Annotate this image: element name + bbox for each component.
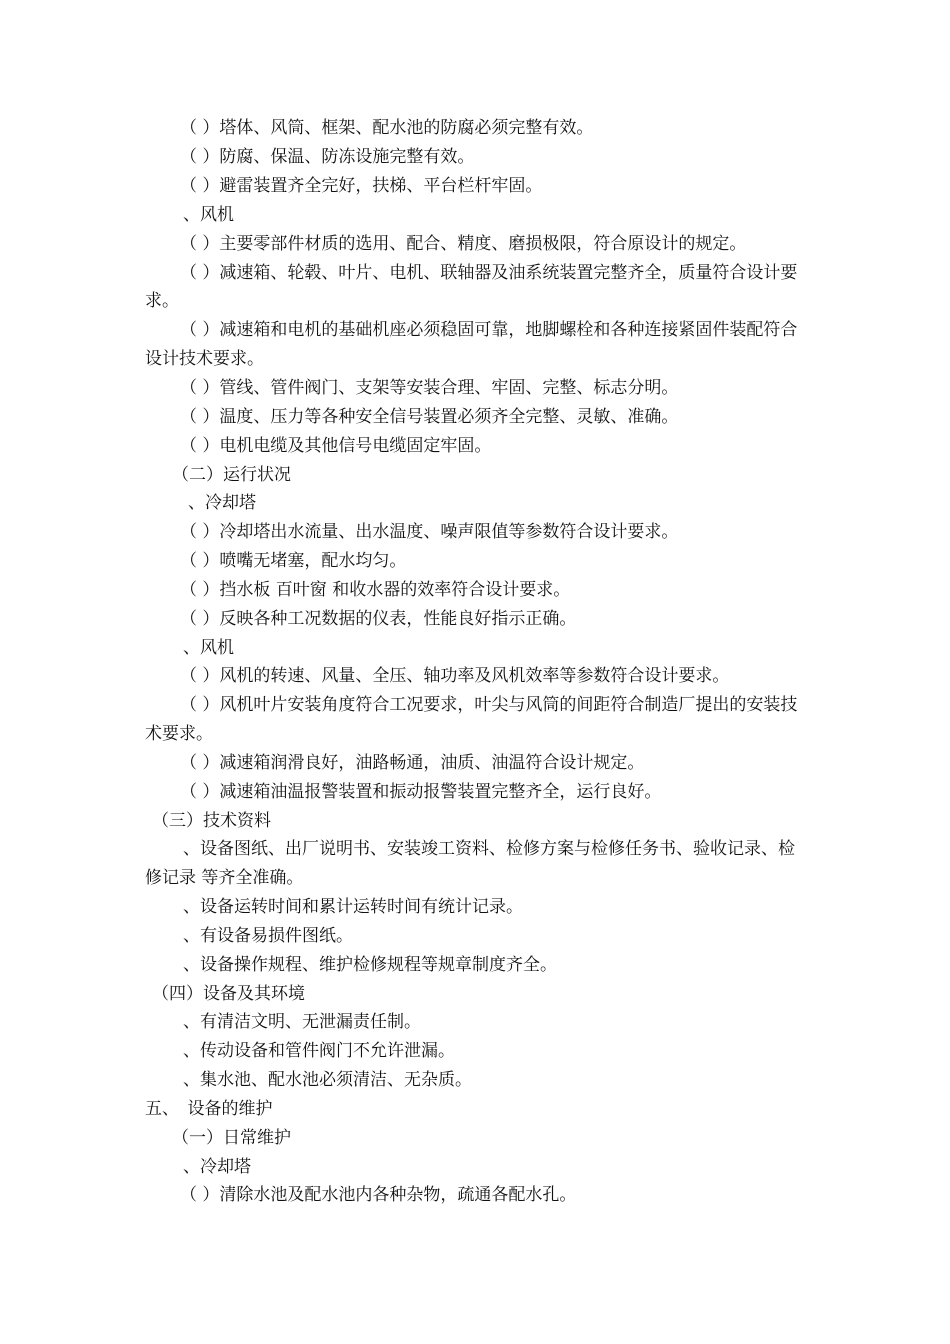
text-line: （ ）风机叶片安装角度符合工况要求，叶尖与风筒的间距符合制造厂提出的安装技 [180, 695, 798, 715]
text-line: （ ）反映各种工况数据的仪表，性能良好指示正确。 [180, 609, 577, 629]
text-line: （ ）风机的转速、风量、全压、轴功率及风机效率等参数符合设计要求。 [180, 666, 730, 686]
subsection-heading: 、冷却塔 [188, 493, 256, 513]
text-line: （ ）温度、压力等各种安全信号装置必须齐全完整、灵敏、准确。 [180, 407, 679, 427]
text-line: （ ）减速箱油温报警装置和振动报警装置完整齐全，运行良好。 [180, 782, 662, 802]
text-line: （ ）减速箱、轮毂、叶片、电机、联轴器及油系统装置完整齐全，质量符合设计要 [180, 263, 798, 283]
text-line: 、设备运转时间和累计运转时间有统计记录。 [183, 897, 523, 917]
text-line: （ ）避雷装置齐全完好，扶梯、平台栏杆牢固。 [180, 176, 543, 196]
subsection-heading: 、风机 [183, 638, 234, 658]
subsection-heading: 、风机 [183, 205, 234, 225]
text-line: （ ）管线、管件阀门、支架等安装合理、牢固、完整、标志分明。 [180, 378, 679, 398]
text-line: （ ）防腐、保温、防冻设施完整有效。 [180, 147, 475, 167]
section-heading: （四）设备及其环境 [152, 984, 305, 1004]
section-heading: （三）技术资料 [152, 811, 271, 831]
text-line: （ ）电机电缆及其他信号电缆固定牢固。 [180, 436, 492, 456]
text-line: 、有清洁文明、无泄漏责任制。 [183, 1012, 421, 1032]
text-line: 修记录 等齐全准确。 [145, 868, 304, 888]
text-line: 、有设备易损件图纸。 [183, 926, 353, 946]
text-line: （ ）喷嘴无堵塞，配水均匀。 [180, 551, 407, 571]
text-line: （ ）清除水池及配水池内各种杂物，疏通各配水孔。 [180, 1185, 577, 1205]
text-line: 、设备操作规程、维护检修规程等规章制度齐全。 [183, 955, 557, 975]
text-line: （ ）减速箱润滑良好，油路畅通，油质、油温符合设计规定。 [180, 753, 645, 773]
section-heading: （二）运行状况 [172, 465, 291, 485]
text-line: 、设备图纸、出厂说明书、安装竣工资料、检修方案与检修任务书、验收记录、检 [183, 839, 795, 859]
text-line: （ ）冷却塔出水流量、出水温度、噪声限值等参数符合设计要求。 [180, 522, 679, 542]
text-line: 求。 [145, 291, 179, 311]
text-line: （ ）挡水板 百叶窗 和收水器的效率符合设计要求。 [180, 580, 571, 600]
text-line: （ ）主要零部件材质的选用、配合、精度、磨损极限，符合原设计的规定。 [180, 234, 747, 254]
section-heading: （一）日常维护 [172, 1128, 291, 1148]
chapter-heading: 五、 设备的维护 [145, 1099, 273, 1119]
subsection-heading: 、冷却塔 [183, 1157, 251, 1177]
text-line: 、传动设备和管件阀门不允许泄漏。 [183, 1041, 455, 1061]
text-line: 设计技术要求。 [145, 349, 264, 369]
text-line: 、集水池、配水池必须清洁、无杂质。 [183, 1070, 472, 1090]
text-line: 术要求。 [145, 724, 213, 744]
text-line: （ ）塔体、风筒、框架、配水池的防腐必须完整有效。 [180, 118, 594, 138]
text-line: （ ）减速箱和电机的基础机座必须稳固可靠，地脚螺栓和各种连接紧固件装配符合 [180, 320, 798, 340]
